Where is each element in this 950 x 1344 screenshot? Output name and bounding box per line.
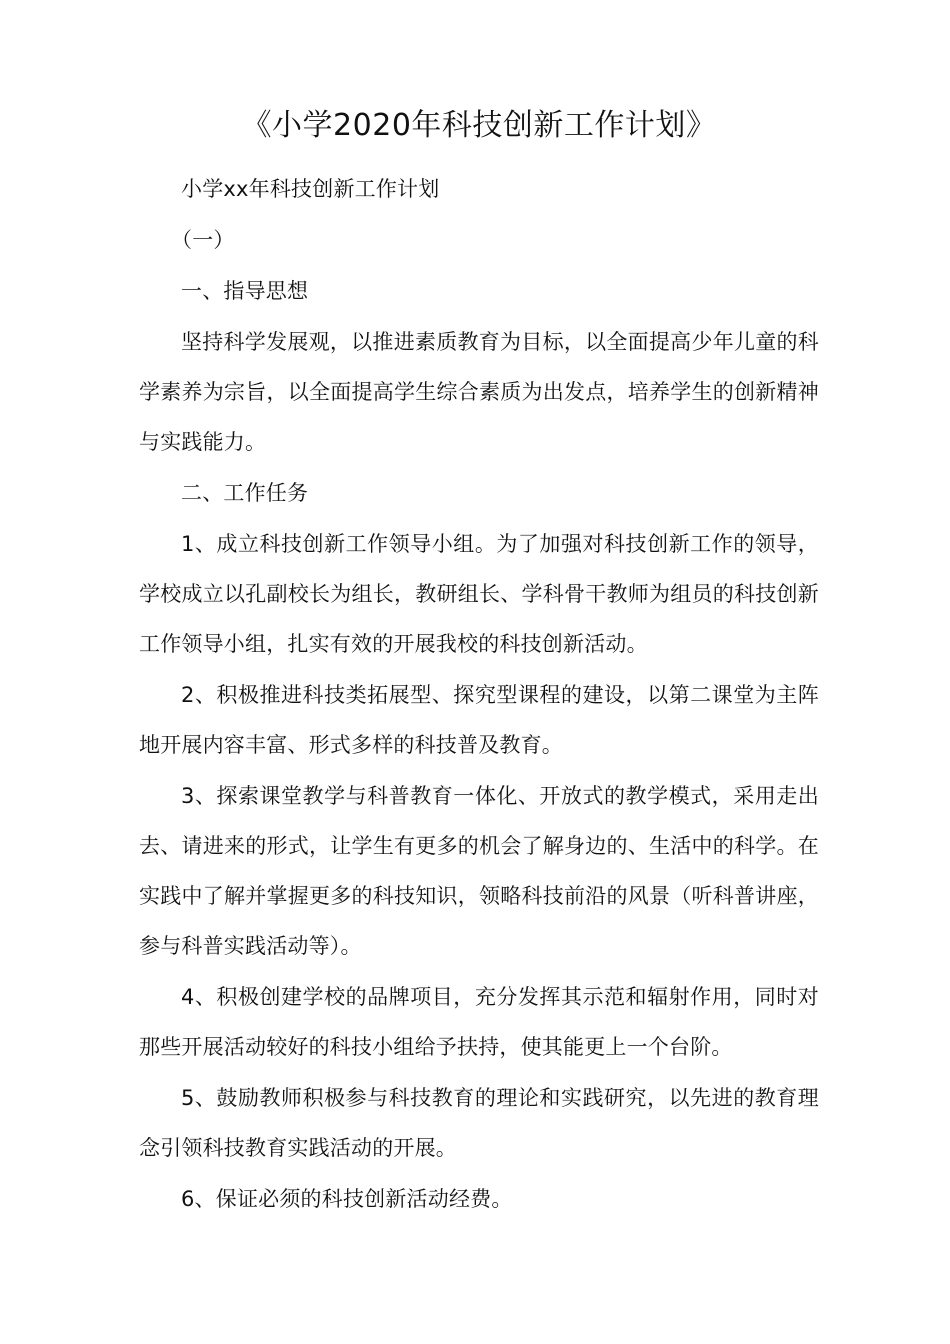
task-item: 1、成立科技创新工作领导小组。为了加强对科技创新工作的领导，学校成立以孔副校长为组长，教研组长、学科骨干教师为组员的科技创新工作领导小组，扎实有效的开展我校的科技创新活动。 xyxy=(139,532,819,656)
task-item: 5、鼓励教师积极参与科技教育的理论和实践研究，以先进的教育理念引领科技教育实践活动的开展。 xyxy=(139,1086,819,1160)
section-heading-guiding-ideology: 一、指导思想 xyxy=(181,279,309,303)
task-item: 2、积极推进科技类拓展型、探究型课程的建设，以第二课堂为主阵地开展内容丰富、形式多样的科技普及教育。 xyxy=(139,683,819,757)
section-heading-work-tasks: 二、工作任务 xyxy=(181,481,309,505)
task-item: 6、保证必须的科技创新活动经费。 xyxy=(181,1187,513,1211)
document-title: 《小学2020年科技创新工作计划》 xyxy=(241,108,717,143)
document-subtitle: 小学xx年科技创新工作计划 xyxy=(181,177,440,201)
part-label: （一） xyxy=(171,228,235,252)
task-item: 4、积极创建学校的品牌项目，充分发挥其示范和辐射作用，同时对那些开展活动较好的科技小组给予扶持，使其能更上一个台阶。 xyxy=(139,985,819,1059)
section-body-guiding-ideology: 坚持科学发展观，以推进素质教育为目标，以全面提高少年儿童的科学素养为宗旨，以全面提高学生综合素质为出发点，培养学生的创新精神与实践能力。 xyxy=(139,330,819,454)
task-item: 3、探索课堂教学与科普教育一体化、开放式的教学模式，采用走出去、请进来的形式，让学生有更多的机会了解身边的、生活中的科学。在实践中了解并掌握更多的科技知识，领略科技前沿的风景（听科普讲座，参与科普实践活动等）。 xyxy=(139,784,819,958)
document-body xyxy=(139,100,819,1225)
